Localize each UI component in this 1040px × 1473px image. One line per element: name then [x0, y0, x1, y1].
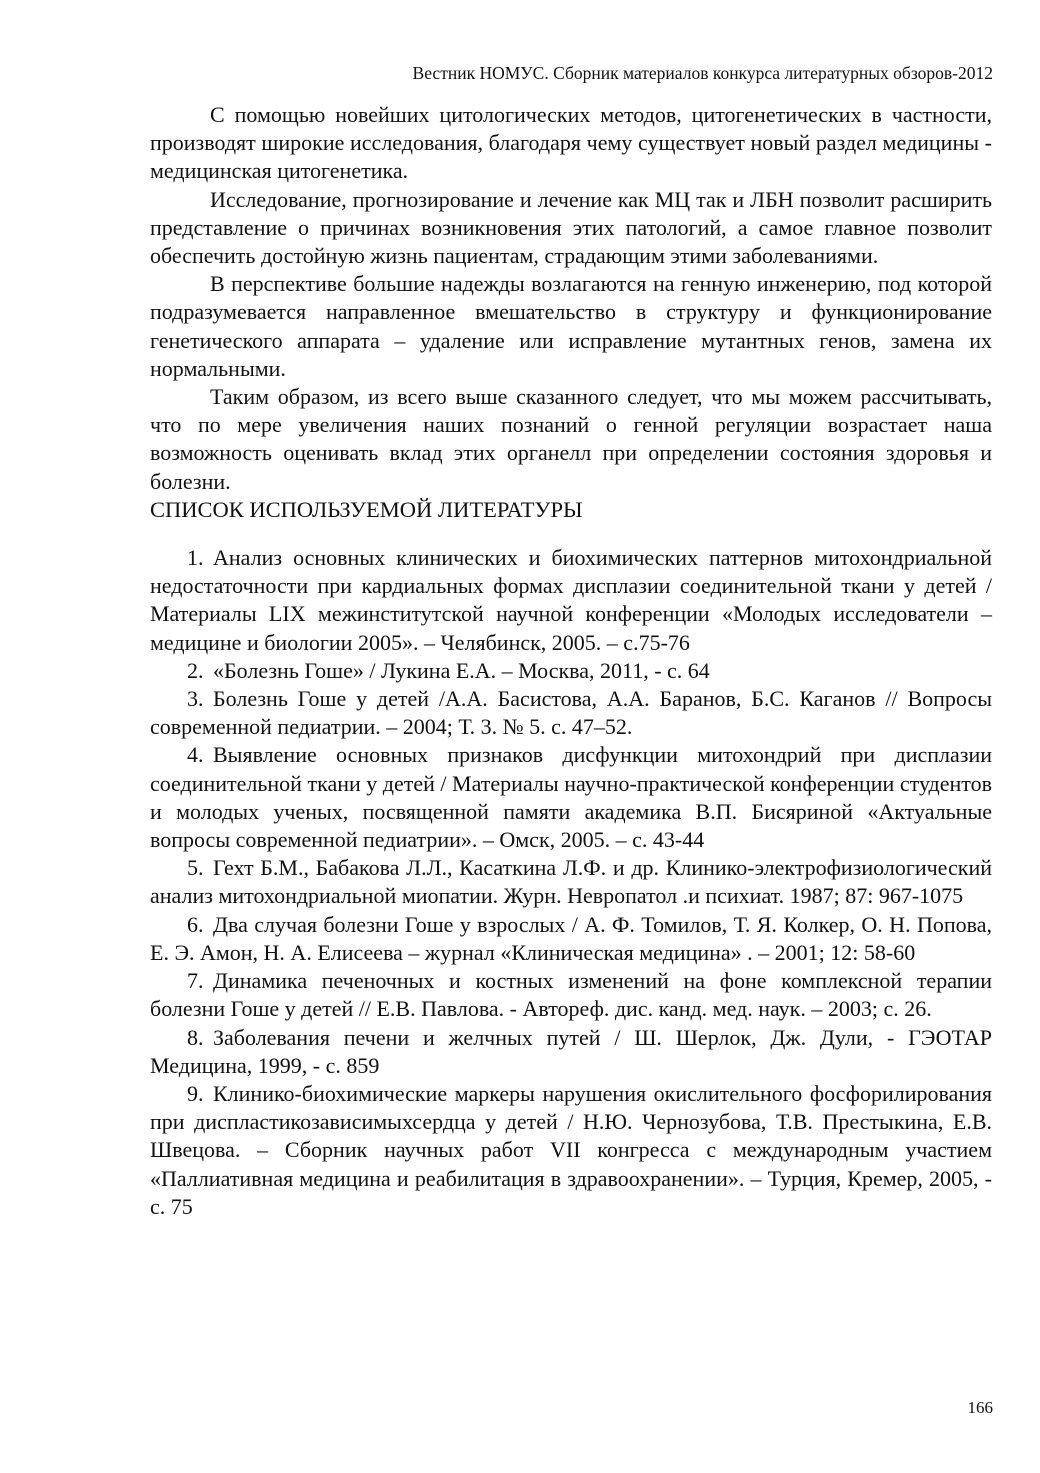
reference-number: 3. [187, 686, 204, 712]
reference-item [150, 911, 992, 967]
paragraph: В перспективе большие надежды возлагаются на генную инженерию, под которой подразумевается направленное вмешательство в структуру и функционирование генетического аппарата – удаление или исправление мутантных генов, замена их нормальными. [150, 271, 992, 381]
reference-item [150, 967, 992, 1023]
reference-text: «Болезнь Гоше» / Лукина Е.А. – Москва, 2011, - с. 64 [213, 657, 710, 683]
page-number: 166 [967, 1398, 993, 1417]
reference-number: 6. [187, 911, 204, 937]
reference-item [150, 544, 992, 657]
reference-text: Гехт Б.М., Бабакова Л.Л., Касаткина Л.Ф. и др. Клинико-электрофизиологический анализ митохондриальной миопатии. Журн. Невропатол .и психиат. 1987; 87: 967-1075 [150, 855, 992, 909]
reference-number: 5. [187, 855, 204, 881]
running-header: Вестник НОМУС. Сборник материалов конкурса литературных обзоров-2012 [412, 63, 993, 83]
reference-item [150, 657, 992, 685]
reference-item [150, 1080, 992, 1221]
reference-list [150, 544, 992, 1221]
reference-text: Болезнь Гоше у детей /А.А. Басистова, А.А. Баранов, Б.С. Каганов // Вопросы современной педиатрии. – 2004; Т. 3. № 5. с. 47–52. [150, 686, 992, 740]
reference-item [150, 854, 992, 910]
reference-text: Анализ основных клинических и биохимических паттернов митохондриальной недостаточности при кардиальных формах дисплазии соединительной ткани у детей / Материалы LIX межинститутской научной конференции «Молодых исследователи – медицине и биологии 2005». – Челябинск, 2005. – с.75-76 [150, 545, 992, 655]
reference-text: Заболевания печени и желчных путей / Ш. Шерлок, Дж. Дули, - ГЭОТАР Медицина, 1999, - с. 859 [150, 1024, 992, 1078]
reference-text: Клинико-биохимические маркеры нарушения окислительного фосфорилирования при диспластикозависимыхсердца у детей / Н.Ю. Чернозубова, Т.В. Престыкина, Е.В. Швецова. – Сборник научных работ VII конгресса с международным участием «Паллиативная медицина и реабилитация в здравоохранении». – Турция, Кремер, 2005, - с. 75 [150, 1080, 992, 1219]
paragraph: С помощью новейших цитологических методов, цитогенетических в частности, производят широкие исследования, благодаря чему существует новый раздел медицины - медицинская цитогенетика. [150, 102, 992, 184]
document-body [150, 101, 992, 1221]
reference-number: 7. [187, 968, 204, 994]
reference-item [150, 685, 992, 741]
reference-text: Два случая болезни Гоше у взрослых / А. Ф. Томилов, Т. Я. Колкер, О. Н. Попова, Е. Э. Амон, Н. А. Елисеева – журнал «Клиническая медицина» . – 2001; 12: 58-60 [150, 911, 992, 965]
reference-item [150, 1024, 992, 1080]
reference-text: Выявление основных признаков дисфункции митохондрий при дисплазии соединительной ткани у детей / Материалы научно-практической конференции студентов и молодых ученых, посвященной памяти академика В.П. Бисяриной «Актуальные вопросы современной педиатрии». – Омск, 2005. – с. 43-44 [150, 742, 992, 853]
paragraph: Таким образом, из всего выше сказанного следует, что мы можем рассчитывать, что по мере увеличения наших познаний о генной регуляции возрастает наша возможность оценивать вклад этих органелл при определении состояния здоровья и болезни. [150, 384, 992, 494]
reference-number: 4. [187, 742, 204, 768]
reference-item [150, 741, 992, 854]
paragraph: Исследование, прогнозирование и лечение как МЦ так и ЛБН позволит расширить представление о причинах возникновения этих патологий, а самое главное позволит обеспечить достойную жизнь пациентам, страдающим этими заболеваниями. [150, 186, 992, 269]
reference-number: 1. [187, 545, 204, 571]
reference-number: 2. [187, 657, 204, 683]
references-title: СПИСОК ИСПОЛЬЗУЕМОЙ ЛИТЕРАТУРЫ [150, 496, 583, 522]
reference-number: 8. [187, 1024, 204, 1050]
reference-number: 9. [187, 1080, 204, 1106]
reference-text: Динамика печеночных и костных изменений на фоне комплексной терапии болезни Гоше у детей // Е.В. Павлова. - Автореф. дис. канд. мед. наук. – 2003; с. 26. [150, 968, 992, 1022]
